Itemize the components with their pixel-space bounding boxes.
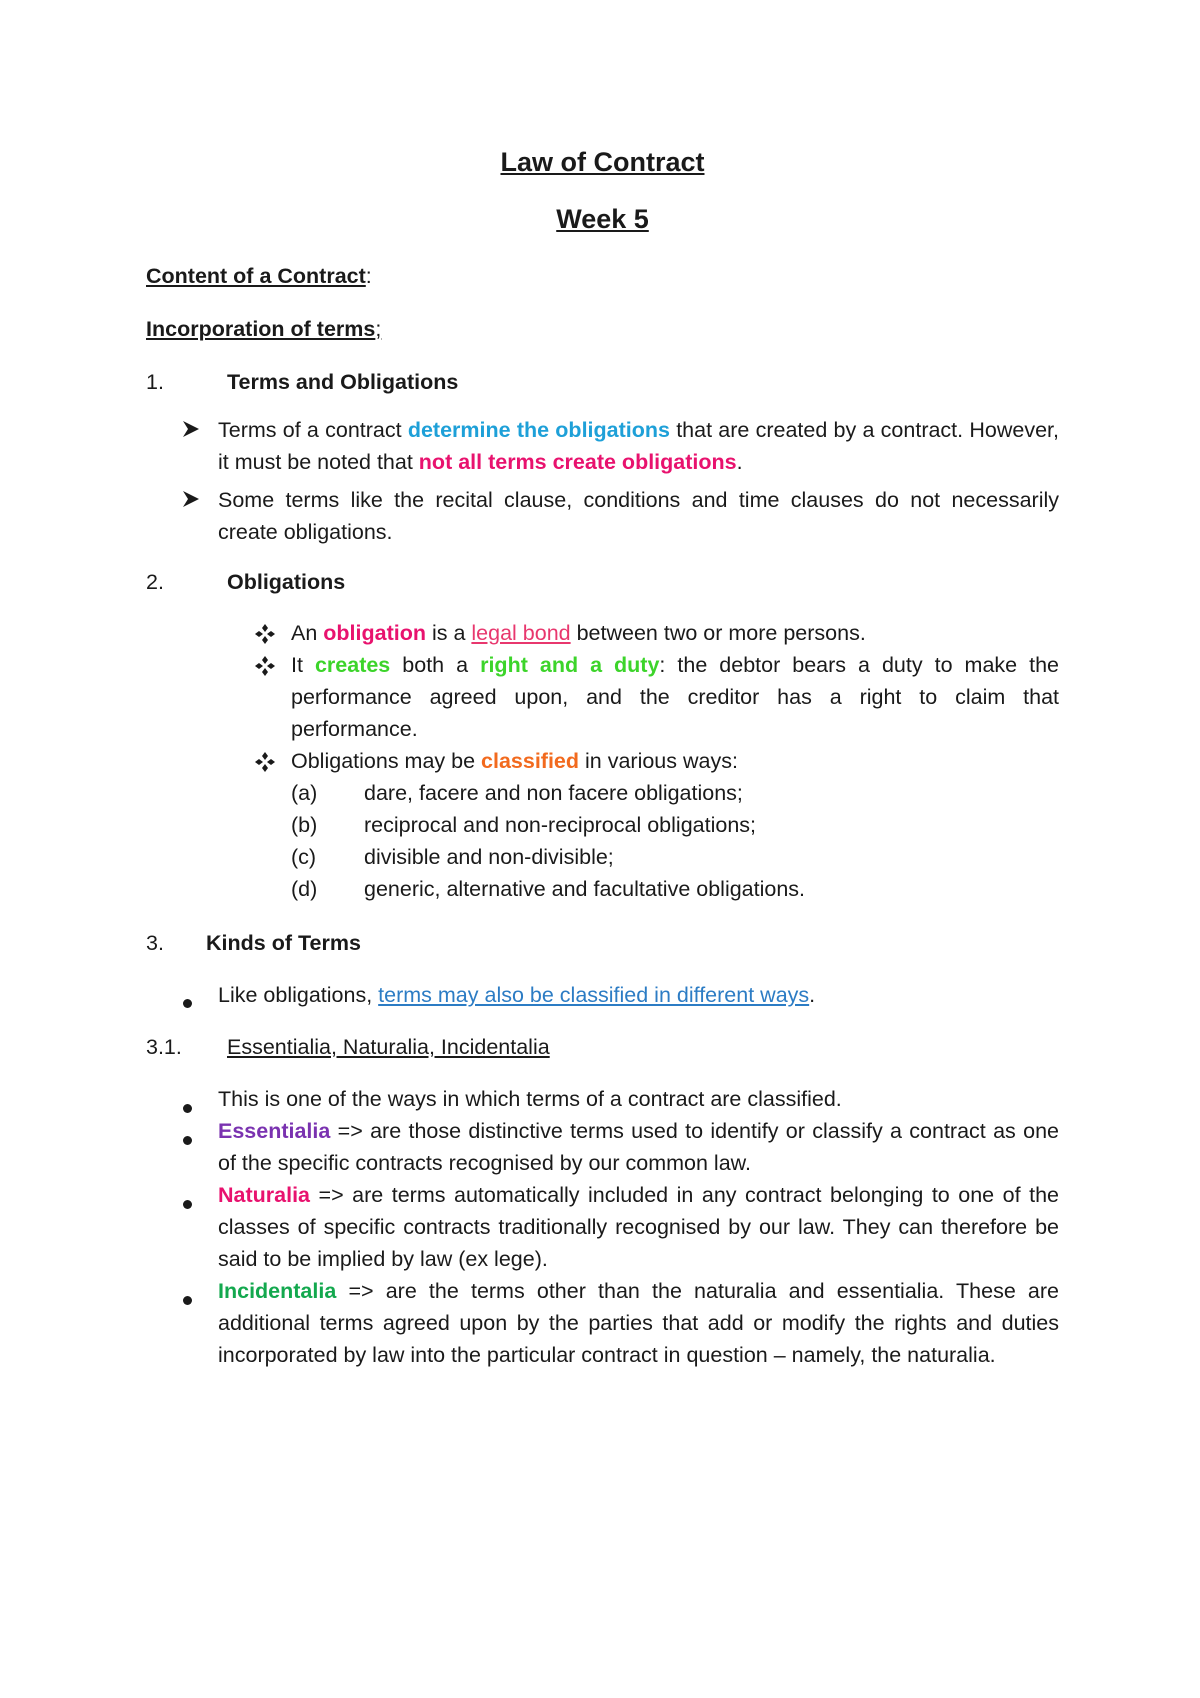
section-2-bullet-1 (291, 617, 1059, 649)
document-subtitle: Week 5 (556, 204, 649, 234)
text: between two or more persons. (570, 621, 866, 645)
section-2-number: 2. (146, 570, 164, 594)
document-title: Law of Contract (500, 147, 705, 177)
sublist-label: (d) (291, 877, 318, 901)
section-3-1-bullet-3 (218, 1179, 1059, 1275)
text: : the debtor bears a duty to make the performance agreed upon, and the creditor has a right to claim that performance. (291, 653, 1060, 741)
round-bullet-icon (183, 1186, 213, 1218)
highlight-obligation: obligation (323, 621, 426, 645)
section-1-bullet-2: Some terms like the recital clause, conditions and time clauses do not necessarily create obligations. (218, 488, 1059, 544)
incorporation-heading-text: Incorporation of terms (146, 317, 376, 341)
section-3-bullet-1 (218, 979, 1059, 1011)
text: . (809, 983, 816, 1007)
text: => are those distinctive terms used to identify or classify a contract as one of the specific contracts recognised by our common law. (218, 1119, 1059, 1175)
text: Like obligations, (218, 983, 379, 1007)
arrowhead-bullet-icon (182, 490, 212, 508)
section-1-title: Terms and Obligations (227, 370, 459, 394)
sublist-item: divisible and non-divisible; (364, 845, 614, 869)
section-2-bullet-2 (291, 649, 1059, 745)
highlight-creates: creates (314, 653, 391, 677)
term-essentialia: Essentialia (218, 1119, 331, 1143)
text: => are the terms other than the naturalia and essentialia. These are additional terms agreed upon by the parties that add or modify the rights and duties incorporated by law into the particular contract in question – namely, the naturalia. (218, 1279, 1059, 1367)
section-2-bullet-3 (291, 745, 1059, 777)
section-1-bullet-1 (218, 414, 1059, 478)
highlight-classified: classified (481, 749, 580, 773)
sublist-label: (a) (291, 781, 318, 805)
content-heading-suffix: : (365, 264, 372, 288)
section-3-1-bullet-2 (218, 1115, 1059, 1179)
four-diamond-bullet-icon (255, 656, 285, 676)
four-diamond-bullet-icon (255, 752, 285, 772)
text: It (291, 653, 315, 677)
text: both a (390, 653, 481, 677)
four-diamond-bullet-icon (255, 624, 285, 644)
arrowhead-bullet-icon (182, 420, 212, 438)
round-bullet-icon (183, 985, 213, 1017)
round-bullet-icon (183, 1090, 213, 1122)
highlight-determine-obligations: determine the obligations (407, 418, 670, 442)
content-heading (146, 260, 372, 292)
legal-bond-link[interactable]: legal bond (471, 621, 571, 645)
sublist-item: dare, facere and non facere obligations; (364, 781, 743, 805)
section-3-number: 3. (146, 931, 164, 955)
section-3-title: Kinds of Terms (206, 931, 361, 955)
section-3-1-title: Essentialia, Naturalia, Incidentalia (227, 1035, 550, 1059)
highlight-not-all-terms: not all terms create obligations (418, 450, 737, 474)
text: is a (425, 621, 472, 645)
text: => are terms automatically included in any contract belonging to one of the classes of specific contracts traditionally recognised by our law. They can therefore be said to be implied by law (ex lege). (218, 1183, 1059, 1271)
section-3-1-number: 3.1. (146, 1035, 182, 1059)
highlight-right-and-duty: right and a duty (480, 653, 660, 677)
sublist-item: reciprocal and non-reciprocal obligations; (364, 813, 756, 837)
incorporation-heading-suffix: ; (375, 317, 382, 341)
round-bullet-icon (183, 1122, 213, 1154)
content-heading-text: Content of a Contract (146, 264, 366, 288)
section-3-1-bullet-4 (218, 1275, 1059, 1371)
section-2-title: Obligations (227, 570, 346, 594)
text: An (291, 621, 324, 645)
section-3-1-bullet-1: This is one of the ways in which terms of a contract are classified. (218, 1087, 842, 1111)
text: that are created by a contract. However, it must be noted that (218, 418, 1059, 474)
incorporation-heading (146, 313, 381, 345)
terms-classified-link[interactable]: terms may also be classified in different ways (378, 983, 810, 1007)
sublist-label: (b) (291, 813, 318, 837)
section-1-number: 1. (146, 370, 164, 394)
text: Obligations may be (291, 749, 482, 773)
term-incidentalia: Incidentalia (218, 1279, 337, 1303)
sublist-label: (c) (291, 845, 317, 869)
text: in various ways: (579, 749, 738, 773)
round-bullet-icon (183, 1282, 213, 1314)
term-naturalia: Naturalia (218, 1183, 311, 1207)
text: . (736, 450, 743, 474)
text: Terms of a contract (218, 418, 408, 442)
sublist-item: generic, alternative and facultative obligations. (364, 877, 806, 901)
